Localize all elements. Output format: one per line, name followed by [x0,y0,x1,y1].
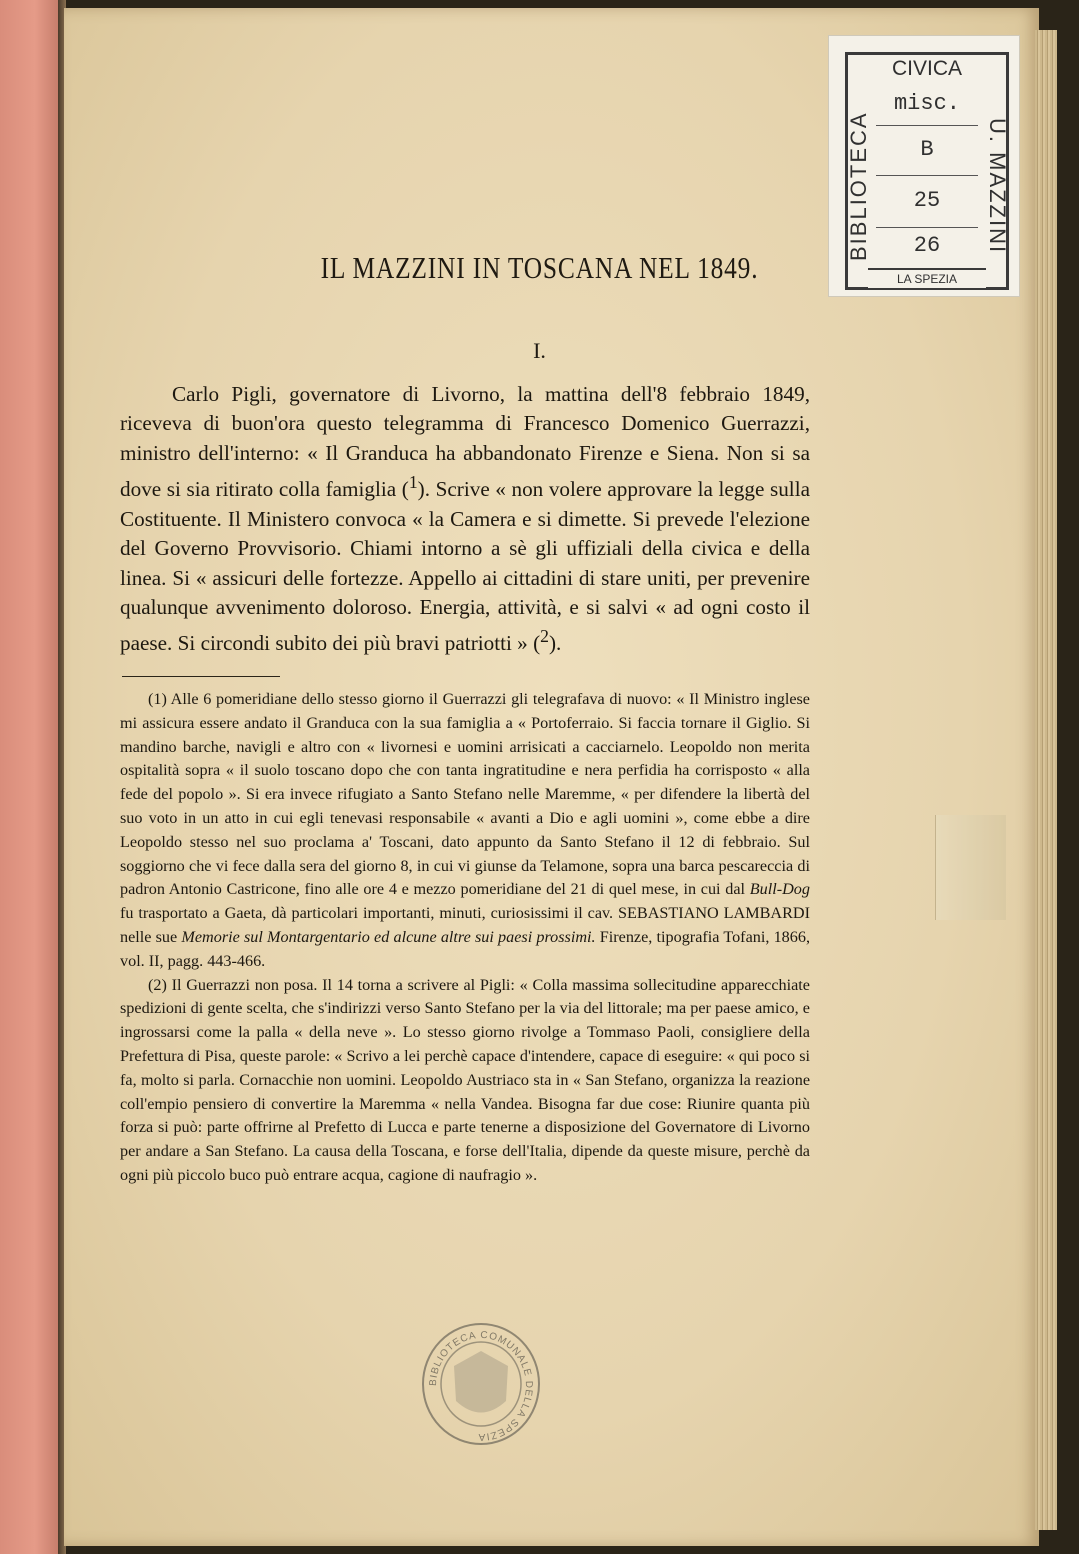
label-biblioteca: BIBLIOTECA [846,111,871,261]
footnote-ref-1: 1 [408,472,418,493]
footnote-1-part-b: fu trasportato a Gaeta, dà particolari importanti, minuti, curiosissimi il cav. SEBASTIANO LAMBARDI nelle sue [120,904,810,946]
shelfmark-item: 26 [913,233,941,258]
section-number: I. [533,338,546,363]
label-civica: CIVICA [891,57,962,80]
footnote-1-italic-book: Memorie sul Montargentario ed alcune altre sui paesi prossimi. [181,927,596,946]
shelfmark-number: 25 [876,175,978,228]
paragraph-1-part-a: Carlo Pigli, governatore di Livorno, la mattina dell'8 febbraio 1849, riceveva di buon'ora questo telegramma di Francesco Domenico Guerrazzi, ministro dell'interno: « Il Granduca ha abbandonato Firenze e Siena. Non si sa dove si sia ritirato colla famiglia ( [120,382,810,502]
paragraph-1-part-b: ). Scrive « non volere approvare la legge sulla Costituente. Il Ministero convoca « la Camera e si dimette. Si prevede l'elezione del Governo Provvisorio. Chiami intorno a sè gli uffiziali della civica e della linea. Si « assicuri delle fortezze. Appello ai cittadini di stare uniti, per prevenire qualunque avvenimento doloroso. Energia, attività, e si salvi « ad ogni costo il paese. Si circondi subito dei più bravi patriotti » ( [120,477,810,656]
footnote-1 [120,688,810,974]
label-la-spezia: LA SPEZIA [868,268,986,288]
footnote-1-italic-ship: Bull-Dog [749,880,810,899]
shelfmark-misc: misc. [876,83,978,126]
paragraph-1 [120,380,810,659]
footnote-1-part-a: (1) Alle 6 pomeridiane dello stesso giorno il Guerrazzi gli telegrafava di nuovo: « Il Ministro inglese mi assicura essere andato il Granduca con la sua famiglia a « Portoferraio. Si faccia tornare il Giglio. Si mandino barche, navigli e altro con « livornesi e uomini arrisicati a cacciarnelo. Leopoldo non merita ospitalità sopra « il suolo toscano dopo che con tanta ingratitudine e nera perfidia ha corrisposto « alla fede del popolo ». Si era invece rifugiato a Santo Stefano nelle Maremme, « per difendere la libertà del suo voto in un atto in cui egli tenevasi responsabile « avanti a Dio e agli uomini », come ebbe a dire Leopoldo stesso nel suo proclama a' Toscani, dato appunto da Santo Stefano il 12 di febbraio. Sul soggiorno che vi fece dalla sera del giorno 8, in cui vi giunse da Telamone, sopra una barca pescareccia di padron Antonio Castricone, fino alle ore 4 e mezzo pomeridiane del 21 di quel mese, in cui dal [120,690,810,899]
page-title: IL MAZZINI IN TOSCANA NEL 1849. [320,250,759,285]
page-edges [1035,30,1057,1530]
book-spine [0,0,58,1554]
library-seal-stamp [418,1316,544,1446]
main-text [120,380,810,659]
footnote-divider [122,676,280,677]
footnote-1-part-c: Firenze, tipografia Tofani, 1866, vol. II, pagg. 443-466. [120,927,810,970]
seal-text: BIBLIOTECA COMUNALE DELLA SPEZIA [427,1329,535,1443]
label-mazzini: U. MAZZINI [985,117,1010,255]
footnote-2: (2) Il Guerrazzi non posa. Il 14 torna a scrivere al Pigli: « Colla massima sollecitudine apparecchiate spedizioni di gente scelta, che s'indirizzi verso Santo Stefano per la via del littorale; ma per paese amico, e ingrossarsi come la palla « della neve ». Lo stesso giorno rivolge a Tommaso Paoli, consigliere della Prefettura di Pisa, queste parole: « Scrivo a lei perchè capace d'intendere, capace di eseguire: « qui poco si fa, molto si parla. Cornacchie non uomini. Leopoldo Austriaco sta in « San Stefano, organizza la reazione coll'empio pensiero di convertire la Maremma « nella Vandea. Bisogna far due cose: Riunire quanta più forza si può: parte offrirne al Prefetto di Lucca e parte tenerne a disposizione del Governatore di Livorno per andare a San Stefano. La causa della Toscana, e forse dell'Italia, dipende da queste misure, perchè da ogni più piccolo buco può entrare acqua, cagione di naufragio ». [120,975,810,1184]
folded-leaf [935,815,1006,920]
paragraph-1-part-c: ). [548,631,562,656]
shelfmark-letter: B [876,125,978,176]
footnotes [120,688,810,1188]
footnote-ref-2: 2 [540,626,549,647]
